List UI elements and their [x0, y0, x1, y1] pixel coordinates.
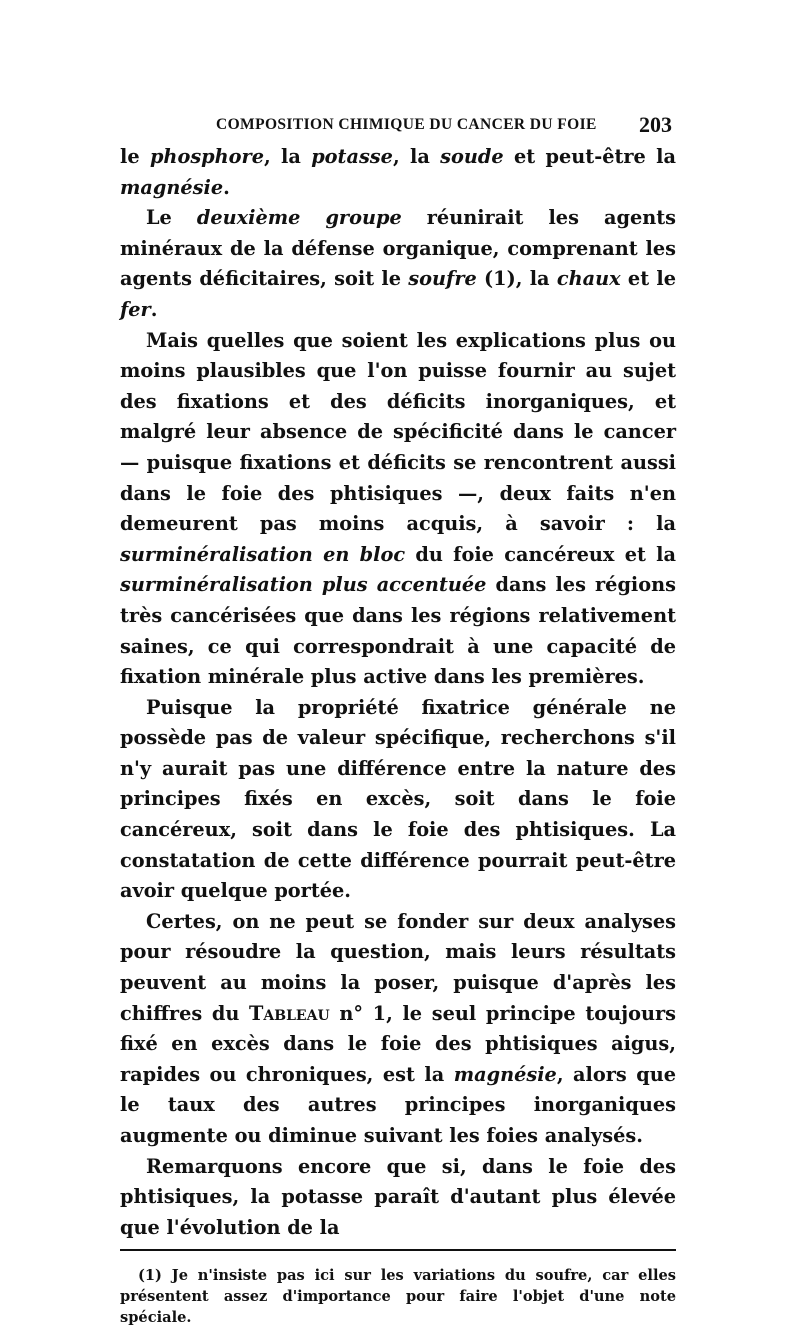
italic-term: chaux — [556, 267, 621, 291]
text-run: , la — [263, 145, 312, 168]
page-number: 203 — [639, 112, 672, 137]
italic-term: phosphore — [149, 145, 264, 168]
italic-term: magnésie — [120, 175, 224, 199]
italic-term: surminéralisation en bloc — [120, 542, 406, 566]
text-run: . — [150, 297, 158, 321]
paragraph — [120, 907, 676, 1152]
text-run: , alors que le taux des autres principes inorganiques augmente ou diminue suivant les foies analysés. — [120, 1062, 676, 1147]
italic-term: potasse — [311, 145, 393, 168]
italic-term: soufre — [408, 267, 477, 291]
text-run: et peut-être la — [503, 145, 676, 168]
text-run: Mais quelles que soient les explications plus ou moins plausibles que l'on puisse fournir au sujet des fixations et des déficits inorganiques, et malgré leur absence de spécificité dans le cancer — puisque fixations et déficits se rencontrent aussi dans le foie des phtisiques —, deux faits n'en demeurent pas moins acquis, à savoir : la — [120, 328, 676, 536]
text-run: le — [120, 145, 150, 168]
text-run: et le — [620, 267, 676, 291]
paragraph — [120, 1152, 676, 1244]
text-run: (1), la — [476, 267, 557, 291]
paragraph — [120, 203, 676, 325]
text-run: du foie cancéreux et la — [405, 542, 676, 566]
text-run: . — [223, 175, 230, 199]
italic-term: surminéralisation plus accentuée — [120, 573, 487, 597]
paragraph — [120, 326, 676, 693]
running-head — [120, 112, 676, 142]
italic-term: magnésie — [453, 1062, 557, 1086]
text-run: Le — [146, 206, 197, 230]
text-run: Remarquons encore que si, dans le foie des phtisiques, la potasse paraît d'autant plus élevée que l'évolution de la — [120, 1154, 676, 1239]
footnotes — [120, 1265, 676, 1328]
text-run: Certes, on ne peut se fonder sur deux analyses pour résoudre la question, mais leurs résultats peuvent au moins la poser, puisque d'après les chiffres du — [120, 909, 676, 1025]
paragraph — [120, 693, 676, 907]
text-run: , la — [392, 145, 441, 168]
italic-term: soude — [440, 145, 504, 168]
text-run: Puisque la propriété fixatrice générale ne possède pas de valeur spécifique, recherchons s'il n'y aurait pas une différence entre la nature des principes fixés en excès, soit dans le foie cancéreux, soit dans le foie des phtisiques. La constatation de cette différence pourrait peut-être avoir quelque portée. — [120, 695, 676, 903]
text-run: réunirait les agents minéraux de la défense organique, comprenant les agents déficitaires, soit le — [120, 206, 676, 291]
paragraph — [120, 142, 676, 203]
text-run: n° 1, le seul principe toujours fixé en excès dans le foie des phtisiques aigus, rapides ou chroniques, est la — [120, 1001, 676, 1086]
body-text — [120, 142, 676, 1243]
running-title: COMPOSITION CHIMIQUE DU CANCER DU FOIE — [216, 116, 597, 133]
small-caps-term: Tableau — [249, 1001, 330, 1025]
italic-term: fer — [120, 297, 151, 321]
footnote: (1) Je n'insiste pas ici sur les variations du soufre, car elles présentent assez d'importance pour faire l'objet d'une note spéciale. — [120, 1267, 676, 1327]
book-page — [120, 112, 676, 1328]
text-run: dans les régions très cancérisées que dans les régions relativement saines, ce qui correspondrait à une capacité de fixation minérale plus active dans les premières. — [120, 573, 676, 689]
footnote-rule — [120, 1249, 676, 1251]
italic-term: deuxième groupe — [196, 206, 402, 230]
